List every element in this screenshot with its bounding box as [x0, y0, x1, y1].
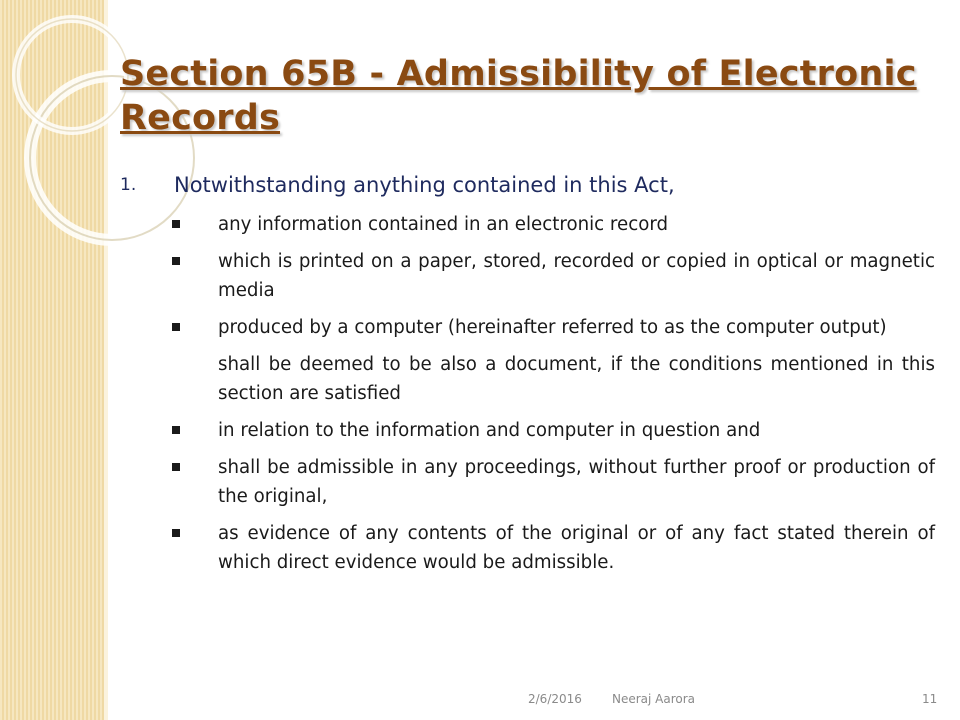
bullet-item — [120, 313, 935, 342]
slide-content — [120, 170, 935, 585]
numbered-item — [120, 170, 935, 200]
bullet-item — [120, 453, 935, 511]
numbered-item-text: Notwithstanding anything contained in this Act, — [174, 173, 675, 197]
square-bullet-icon — [172, 323, 180, 331]
bullet-list — [120, 210, 935, 577]
bullet-item — [120, 416, 935, 445]
square-bullet-icon — [172, 426, 180, 434]
footer-page-number: 11 — [922, 692, 938, 706]
bullet-text: shall be admissible in any proceedings, without further proof or production of the original, — [218, 457, 935, 507]
square-bullet-icon — [172, 220, 180, 228]
square-bullet-icon — [172, 529, 180, 537]
bullet-text: any information contained in an electronic record — [218, 214, 669, 235]
footer-date: 2/6/2016 — [528, 692, 582, 706]
bullet-text: produced by a computer (hereinafter referred to as the computer output) — [218, 317, 887, 338]
bullet-item — [120, 210, 935, 239]
bullet-item — [120, 247, 935, 305]
bullet-text: as evidence of any contents of the original or of any fact stated therein of which direct evidence would be admissible. — [218, 523, 935, 573]
bullet-item — [120, 519, 935, 577]
bullet-text: shall be deemed to be also a document, if the conditions mentioned in this section are satisfied — [218, 354, 935, 404]
square-bullet-icon — [172, 463, 180, 471]
bullet-text: in relation to the information and computer in question and — [218, 420, 761, 441]
bullet-text: which is printed on a paper, stored, recorded or copied in optical or magnetic media — [218, 251, 935, 301]
item-number: 1. — [120, 175, 137, 195]
footer-author: Neeraj Aarora — [612, 692, 696, 706]
slide-title: Section 65B - Admissibility of Electronic Records — [120, 54, 917, 138]
bullet-item — [120, 350, 935, 408]
square-bullet-icon — [172, 257, 180, 265]
